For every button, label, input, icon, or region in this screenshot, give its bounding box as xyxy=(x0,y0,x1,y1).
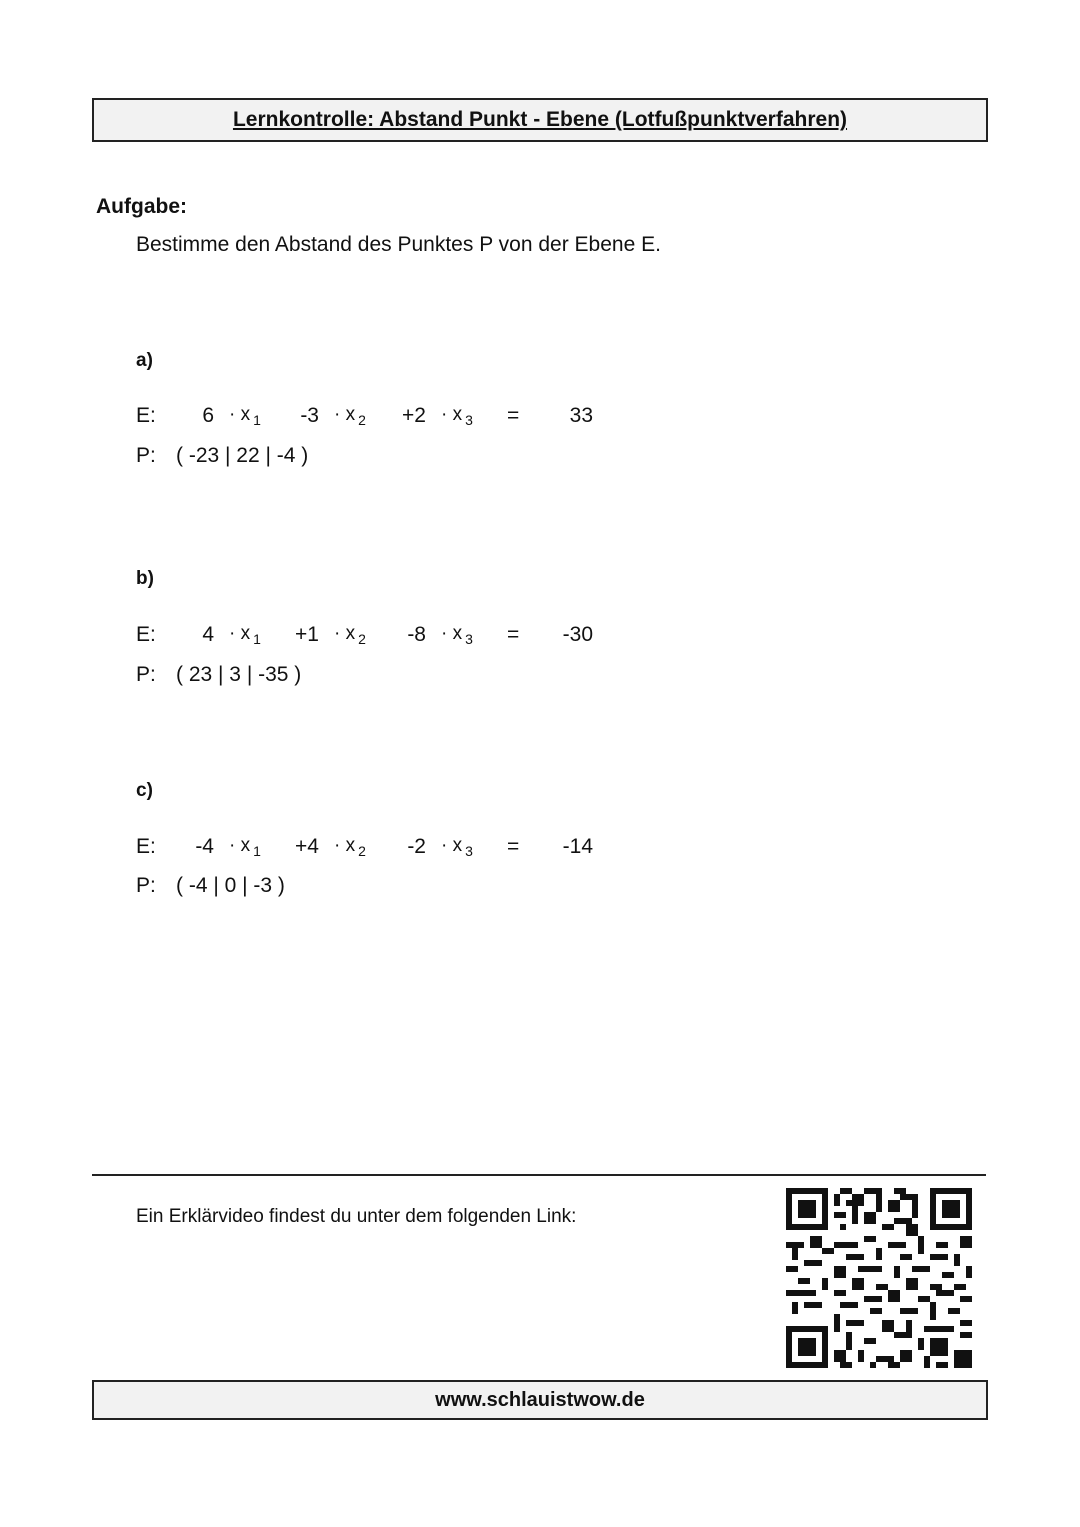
point-coordinates: ( 23 | 3 | -35 ) xyxy=(176,663,302,686)
variable-x2: · x $_2$ xyxy=(334,404,366,428)
variable-x1: · x $_1$ xyxy=(229,623,261,647)
part-b-plane-equation xyxy=(136,623,636,653)
point-prefix: P: xyxy=(136,444,156,467)
part-b-point xyxy=(136,663,302,687)
footer-box xyxy=(92,1380,988,1420)
qr-code-icon[interactable] xyxy=(786,1188,972,1368)
plane-prefix: E: xyxy=(136,404,156,427)
coefficient-1: -4 xyxy=(195,835,214,858)
variable-x1: · x $_1$ xyxy=(229,404,261,428)
part-b-label: b) xyxy=(136,568,154,589)
plane-prefix: E: xyxy=(136,835,156,858)
video-hint-text: Ein Erklärvideo findest du unter dem folgenden Link: xyxy=(136,1206,577,1227)
part-c-point xyxy=(136,874,285,898)
part-c-label: c) xyxy=(136,780,153,801)
task-heading: Aufgabe: xyxy=(96,195,187,218)
coefficient-1: 6 xyxy=(202,404,214,427)
website-link[interactable]: www.schlauistwow.de xyxy=(435,1388,645,1411)
variable-x3: · x $_3$ xyxy=(441,623,473,647)
point-prefix: P: xyxy=(136,663,156,686)
variable-x3: · x $_3$ xyxy=(441,404,473,428)
equals-sign: = xyxy=(507,623,520,646)
part-a-point xyxy=(136,444,309,468)
coefficient-2: -3 xyxy=(300,404,319,427)
right-hand-side: -30 xyxy=(562,623,593,646)
equals-sign: = xyxy=(507,404,520,427)
coefficient-3: -2 xyxy=(407,835,426,858)
part-c-plane-equation xyxy=(136,835,636,865)
page-title: Lernkontrolle: Abstand Punkt - Ebene (Lotfußpunktverfahren) xyxy=(232,108,848,131)
right-hand-side: 33 xyxy=(569,404,593,427)
title-box xyxy=(92,98,988,142)
coefficient-3: -8 xyxy=(407,623,426,646)
point-coordinates: ( -4 | 0 | -3 ) xyxy=(176,874,285,897)
variable-x2: · x $_2$ xyxy=(334,835,366,859)
right-hand-side: -14 xyxy=(562,835,593,858)
variable-x1: · x $_1$ xyxy=(229,835,261,859)
variable-x3: · x $_3$ xyxy=(441,835,473,859)
equals-sign: = xyxy=(507,835,520,858)
footer-divider xyxy=(92,1174,986,1176)
coefficient-3: +2 xyxy=(402,404,426,427)
part-a-label: a) xyxy=(136,350,153,371)
point-prefix: P: xyxy=(136,874,156,897)
coefficient-2: +4 xyxy=(295,835,319,858)
part-a-plane-equation xyxy=(136,404,636,434)
point-coordinates: ( -23 | 22 | -4 ) xyxy=(176,444,309,467)
coefficient-1: 4 xyxy=(202,623,214,646)
plane-prefix: E: xyxy=(136,623,156,646)
variable-x2: · x $_2$ xyxy=(334,623,366,647)
coefficient-2: +1 xyxy=(295,623,319,646)
task-instruction: Bestimme den Abstand des Punktes P von der Ebene E. xyxy=(136,233,661,256)
